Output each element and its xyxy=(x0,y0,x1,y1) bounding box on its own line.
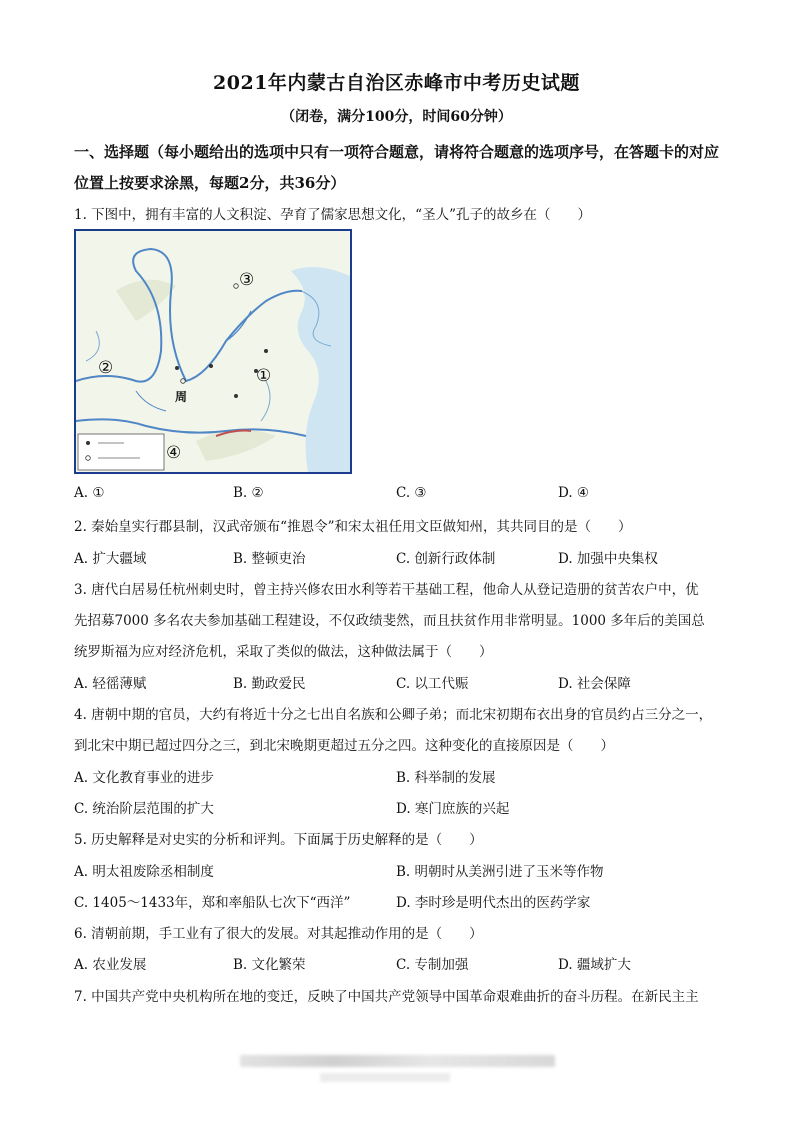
q6-option-a[interactable]: A. 农业发展 xyxy=(74,957,147,973)
q4-option-c[interactable]: C. 统治阶层范围的扩大 xyxy=(74,801,214,817)
q3-option-b[interactable]: B. 勤政爱民 xyxy=(233,676,306,692)
map-label-zhou: 周 xyxy=(175,390,188,404)
q4-option-a[interactable]: A. 文化教育事业的进步 xyxy=(74,770,214,786)
question-1-stem: 1. 下图中，拥有丰富的人文积淀、孕育了儒家思想文化，“圣人”孔子的故乡在（ ） xyxy=(74,207,591,223)
q3-option-d[interactable]: D. 社会保障 xyxy=(558,676,631,692)
map-label-3: ③ xyxy=(239,270,255,290)
page-title: 2021年内蒙古自治区赤峰市中考历史试题 xyxy=(213,72,580,94)
map-label-4: ④ xyxy=(166,443,182,463)
question-3-line-3: 统罗斯福为应对经济危机，采取了类似的做法，这种做法属于（ ） xyxy=(74,644,493,660)
q5-option-c[interactable]: C. 1405～1433年，郑和率船队七次下“西洋” xyxy=(74,895,351,911)
question-3-line-1: 3. 唐代白居易任杭州刺史时，曾主持兴修农田水利等若干基础工程，他命人从登记造册的贫苦农户中，优 xyxy=(74,582,699,598)
question-1-map xyxy=(74,229,352,474)
q5-option-b[interactable]: B. 明朝时从美洲引进了玉米等作物 xyxy=(396,864,604,880)
q3-option-c[interactable]: C. 以工代赈 xyxy=(396,676,469,692)
q6-option-c[interactable]: C. 专制加强 xyxy=(396,957,469,973)
q2-option-b[interactable]: B. 整顿吏治 xyxy=(233,551,306,567)
question-5-stem: 5. 历史解释是对史实的分析和评判。下面属于历史解释的是（ ） xyxy=(74,832,483,848)
question-7-line-1: 7. 中国共产党中央机构所在地的变迁，反映了中国共产党领导中国革命艰难曲折的奋斗历程。在新民主主 xyxy=(74,989,699,1005)
question-2-stem: 2. 秦始皇实行郡县制，汉武帝颁布“推恩令”和宋太祖任用文臣做知州，其共同目的是（ ） xyxy=(74,519,632,535)
q6-option-b[interactable]: B. 文化繁荣 xyxy=(233,957,306,973)
map-label-2: ② xyxy=(98,358,114,378)
footer-watermark-2 xyxy=(320,1073,450,1082)
q1-option-d[interactable]: D. ④ xyxy=(558,485,590,501)
question-3-line-2: 先招募7000 多名农夫参加基础工程建设，不仅政绩斐然，而且扶贫作用非常明显。1000 多年后的美国总 xyxy=(74,613,705,629)
section-heading: 一、选择题（每小题给出的选项中只有一项符合题意，请将符合题意的选项序号，在答题卡的对应位置上按要求涂黑，每题2分，共36分） xyxy=(74,143,720,192)
q4-option-d[interactable]: D. 寒门庶族的兴起 xyxy=(396,801,510,817)
q2-option-a[interactable]: A. 扩大疆域 xyxy=(74,551,147,567)
map-image xyxy=(76,231,350,472)
q2-option-c[interactable]: C. 创新行政体制 xyxy=(396,551,496,567)
q1-option-a[interactable]: A. ① xyxy=(74,485,105,501)
q3-option-a[interactable]: A. 轻徭薄赋 xyxy=(74,676,147,692)
map-legend xyxy=(78,434,164,470)
q5-option-d[interactable]: D. 李时珍是明代杰出的医药学家 xyxy=(396,895,591,911)
q1-option-c[interactable]: C. ③ xyxy=(396,485,427,501)
q2-option-d[interactable]: D. 加强中央集权 xyxy=(558,551,658,567)
q6-option-d[interactable]: D. 疆域扩大 xyxy=(558,957,631,973)
question-6-stem: 6. 清朝前期，手工业有了很大的发展。对其起推动作用的是（ ） xyxy=(74,926,483,942)
page-subtitle: （闭卷，满分100分，时间60分钟） xyxy=(281,109,512,125)
question-4-line-2: 到北宋中期已超过四分之三，到北宋晚期更超过五分之四。这种变化的直接原因是（ ） xyxy=(74,738,614,754)
q5-option-a[interactable]: A. 明太祖废除丞相制度 xyxy=(74,864,214,880)
map-label-1: ① xyxy=(256,366,272,386)
footer-watermark xyxy=(240,1055,555,1067)
q1-option-b[interactable]: B. ② xyxy=(233,485,264,501)
q4-option-b[interactable]: B. 科举制的发展 xyxy=(396,770,496,786)
question-4-line-1: 4. 唐朝中期的官员，大约有将近十分之七出自名族和公卿子弟；而北宋初期布衣出身的官员约占三分之一， xyxy=(74,707,713,723)
